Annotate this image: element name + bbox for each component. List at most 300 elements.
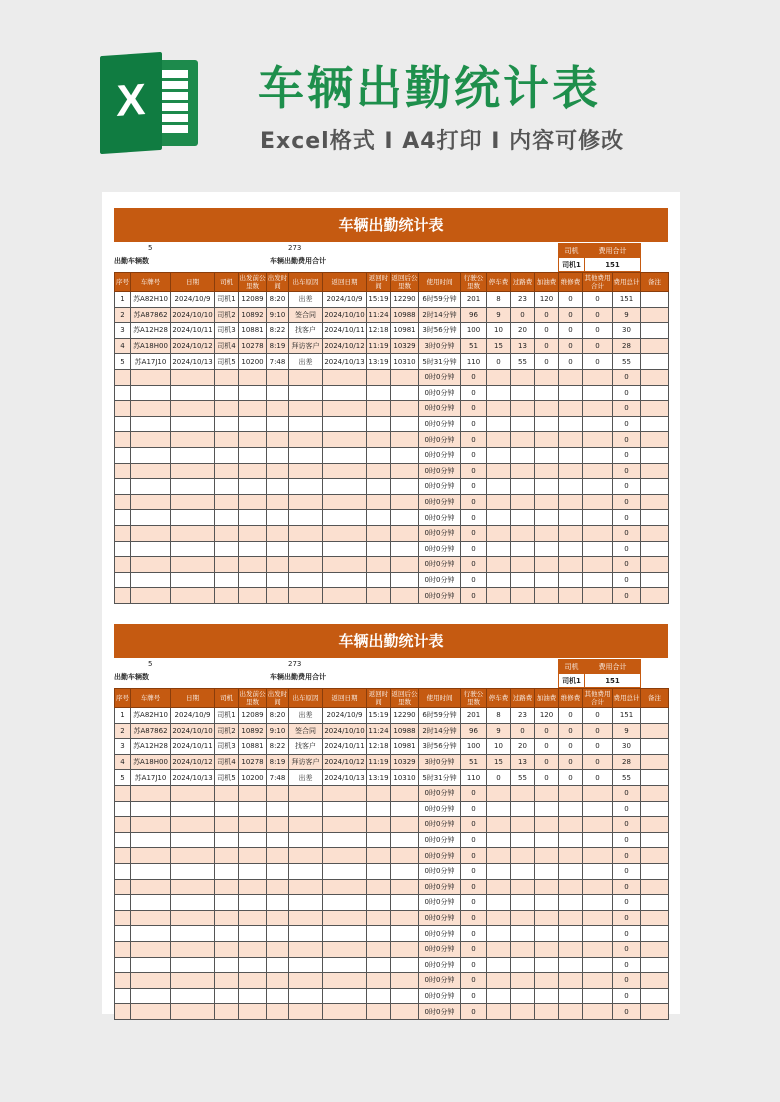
- table-cell[interactable]: [367, 432, 391, 448]
- table-cell[interactable]: 0: [613, 588, 641, 604]
- table-cell[interactable]: 拜访客户: [289, 338, 323, 354]
- table-cell[interactable]: 10310: [391, 354, 419, 370]
- table-cell[interactable]: 0: [583, 323, 613, 339]
- table-cell[interactable]: [367, 494, 391, 510]
- table-cell[interactable]: [323, 479, 367, 495]
- table-cell[interactable]: [511, 401, 535, 417]
- table-cell[interactable]: 2024/10/11: [171, 739, 215, 755]
- table-cell[interactable]: 1: [115, 708, 131, 724]
- table-cell[interactable]: [267, 910, 289, 926]
- table-cell[interactable]: 0时0分钟: [419, 848, 461, 864]
- table-cell[interactable]: 0: [583, 708, 613, 724]
- table-cell[interactable]: [239, 369, 267, 385]
- table-cell[interactable]: [487, 817, 511, 833]
- table-cell[interactable]: [289, 588, 323, 604]
- table-cell[interactable]: 0: [461, 432, 487, 448]
- table-cell[interactable]: [323, 541, 367, 557]
- table-cell[interactable]: 0时0分钟: [419, 910, 461, 926]
- table-cell[interactable]: 12:18: [367, 323, 391, 339]
- table-cell[interactable]: [583, 447, 613, 463]
- table-cell[interactable]: [641, 369, 669, 385]
- table-cell[interactable]: 15: [487, 338, 511, 354]
- table-cell[interactable]: 2024/10/12: [323, 338, 367, 354]
- table-cell[interactable]: [323, 494, 367, 510]
- table-cell[interactable]: 0: [613, 1004, 641, 1020]
- table-cell[interactable]: 0时0分钟: [419, 957, 461, 973]
- table-cell[interactable]: 0时0分钟: [419, 832, 461, 848]
- table-cell[interactable]: 0: [511, 723, 535, 739]
- table-cell[interactable]: [215, 879, 239, 895]
- table-cell[interactable]: [487, 863, 511, 879]
- table-cell[interactable]: 0: [613, 479, 641, 495]
- table-cell[interactable]: 2024/10/12: [171, 338, 215, 354]
- table-cell[interactable]: 4: [115, 338, 131, 354]
- table-cell[interactable]: 出差: [289, 770, 323, 786]
- table-cell[interactable]: [583, 832, 613, 848]
- table-cell[interactable]: 0: [461, 801, 487, 817]
- table-cell[interactable]: 0: [583, 723, 613, 739]
- table-cell[interactable]: 13: [511, 754, 535, 770]
- table-cell[interactable]: 苏A17J10: [131, 770, 171, 786]
- table-cell[interactable]: 11:19: [367, 754, 391, 770]
- table-cell[interactable]: [289, 817, 323, 833]
- table-cell[interactable]: 10200: [239, 770, 267, 786]
- table-cell[interactable]: [367, 817, 391, 833]
- table-cell[interactable]: [367, 541, 391, 557]
- table-cell[interactable]: 0时0分钟: [419, 432, 461, 448]
- table-cell[interactable]: [215, 557, 239, 573]
- table-cell[interactable]: [641, 588, 669, 604]
- table-cell[interactable]: 0: [613, 941, 641, 957]
- table-cell[interactable]: [323, 572, 367, 588]
- table-cell[interactable]: 0时0分钟: [419, 941, 461, 957]
- table-cell[interactable]: 0: [583, 307, 613, 323]
- table-cell[interactable]: [239, 541, 267, 557]
- table-cell[interactable]: 23: [511, 292, 535, 308]
- table-cell[interactable]: 0: [461, 479, 487, 495]
- table-cell[interactable]: [289, 432, 323, 448]
- table-cell[interactable]: 0: [461, 973, 487, 989]
- table-cell[interactable]: [131, 588, 171, 604]
- table-cell[interactable]: 司机1: [215, 292, 239, 308]
- table-cell[interactable]: 0: [461, 926, 487, 942]
- table-cell[interactable]: 10892: [239, 723, 267, 739]
- table-cell[interactable]: [487, 494, 511, 510]
- table-cell[interactable]: [535, 510, 559, 526]
- table-cell[interactable]: 2024/10/13: [323, 354, 367, 370]
- table-cell[interactable]: [215, 432, 239, 448]
- table-cell[interactable]: [171, 447, 215, 463]
- table-cell[interactable]: 找客户: [289, 323, 323, 339]
- table-cell[interactable]: 0: [535, 754, 559, 770]
- table-cell[interactable]: [289, 785, 323, 801]
- table-cell[interactable]: [559, 957, 583, 973]
- table-cell[interactable]: [239, 385, 267, 401]
- table-cell[interactable]: [289, 385, 323, 401]
- table-cell[interactable]: [289, 401, 323, 417]
- table-cell[interactable]: 0: [461, 941, 487, 957]
- table-cell[interactable]: [559, 817, 583, 833]
- table-cell[interactable]: 10: [487, 739, 511, 755]
- table-cell[interactable]: [171, 416, 215, 432]
- table-cell[interactable]: [535, 785, 559, 801]
- table-cell[interactable]: 0: [559, 754, 583, 770]
- table-cell[interactable]: [391, 926, 419, 942]
- table-cell[interactable]: 0: [613, 447, 641, 463]
- table-cell[interactable]: [267, 447, 289, 463]
- table-cell[interactable]: 0: [559, 708, 583, 724]
- table-cell[interactable]: [367, 988, 391, 1004]
- table-cell[interactable]: 10892: [239, 307, 267, 323]
- table-cell[interactable]: [215, 588, 239, 604]
- table-cell[interactable]: [323, 369, 367, 385]
- table-cell[interactable]: 0: [461, 588, 487, 604]
- table-cell[interactable]: [289, 801, 323, 817]
- table-cell[interactable]: [535, 941, 559, 957]
- table-cell[interactable]: [367, 369, 391, 385]
- table-cell[interactable]: [511, 572, 535, 588]
- table-cell[interactable]: [323, 848, 367, 864]
- table-cell[interactable]: [171, 541, 215, 557]
- table-cell[interactable]: 拜访客户: [289, 754, 323, 770]
- table-cell[interactable]: [171, 785, 215, 801]
- table-cell[interactable]: 2024/10/10: [323, 723, 367, 739]
- table-cell[interactable]: [289, 510, 323, 526]
- table-cell[interactable]: [559, 525, 583, 541]
- table-cell[interactable]: 55: [613, 770, 641, 786]
- table-cell[interactable]: [131, 863, 171, 879]
- table-cell[interactable]: [535, 385, 559, 401]
- table-cell[interactable]: [323, 895, 367, 911]
- table-cell[interactable]: [391, 988, 419, 1004]
- table-cell[interactable]: [289, 479, 323, 495]
- table-cell[interactable]: [239, 479, 267, 495]
- table-cell[interactable]: [267, 988, 289, 1004]
- table-cell[interactable]: 2024/10/10: [171, 723, 215, 739]
- table-cell[interactable]: [641, 323, 669, 339]
- table-cell[interactable]: [487, 926, 511, 942]
- table-cell[interactable]: [583, 432, 613, 448]
- table-cell[interactable]: [641, 401, 669, 417]
- table-cell[interactable]: 20: [511, 739, 535, 755]
- table-cell[interactable]: 2: [115, 307, 131, 323]
- table-cell[interactable]: 9: [487, 723, 511, 739]
- table-cell[interactable]: [115, 572, 131, 588]
- table-cell[interactable]: [367, 895, 391, 911]
- table-cell[interactable]: [535, 401, 559, 417]
- table-cell[interactable]: [641, 832, 669, 848]
- table-cell[interactable]: [641, 292, 669, 308]
- table-cell[interactable]: 0时0分钟: [419, 385, 461, 401]
- table-cell[interactable]: [487, 1004, 511, 1020]
- table-cell[interactable]: 0: [559, 323, 583, 339]
- table-cell[interactable]: [115, 848, 131, 864]
- table-cell[interactable]: [367, 463, 391, 479]
- table-cell[interactable]: [367, 525, 391, 541]
- table-cell[interactable]: [323, 910, 367, 926]
- table-cell[interactable]: [535, 557, 559, 573]
- table-cell[interactable]: [215, 369, 239, 385]
- table-cell[interactable]: [487, 541, 511, 557]
- table-cell[interactable]: [267, 848, 289, 864]
- table-cell[interactable]: 3时56分钟: [419, 323, 461, 339]
- table-cell[interactable]: [487, 895, 511, 911]
- table-cell[interactable]: 0: [461, 879, 487, 895]
- table-cell[interactable]: [115, 401, 131, 417]
- table-cell[interactable]: 0时0分钟: [419, 879, 461, 895]
- table-cell[interactable]: 2024/10/9: [323, 708, 367, 724]
- table-cell[interactable]: [487, 941, 511, 957]
- table-cell[interactable]: [487, 879, 511, 895]
- table-cell[interactable]: 0: [461, 910, 487, 926]
- table-cell[interactable]: 10200: [239, 354, 267, 370]
- table-cell[interactable]: [535, 416, 559, 432]
- table-cell[interactable]: [239, 494, 267, 510]
- table-cell[interactable]: [511, 941, 535, 957]
- table-cell[interactable]: [171, 957, 215, 973]
- table-cell[interactable]: [641, 432, 669, 448]
- table-cell[interactable]: [535, 1004, 559, 1020]
- table-cell[interactable]: 0: [613, 401, 641, 417]
- table-cell[interactable]: [641, 479, 669, 495]
- table-cell[interactable]: [559, 494, 583, 510]
- table-cell[interactable]: 4: [115, 754, 131, 770]
- table-cell[interactable]: [535, 832, 559, 848]
- table-cell[interactable]: 8:20: [267, 292, 289, 308]
- table-cell[interactable]: [267, 557, 289, 573]
- table-cell[interactable]: 0: [535, 739, 559, 755]
- table-cell[interactable]: 0: [583, 754, 613, 770]
- table-cell[interactable]: 8:22: [267, 323, 289, 339]
- table-cell[interactable]: [239, 416, 267, 432]
- table-cell[interactable]: [583, 572, 613, 588]
- table-cell[interactable]: [131, 369, 171, 385]
- table-cell[interactable]: 3时0分钟: [419, 338, 461, 354]
- table-cell[interactable]: [511, 369, 535, 385]
- table-cell[interactable]: 0: [461, 385, 487, 401]
- table-cell[interactable]: [131, 416, 171, 432]
- table-cell[interactable]: [391, 957, 419, 973]
- table-cell[interactable]: 2024/10/11: [323, 739, 367, 755]
- table-cell[interactable]: [367, 588, 391, 604]
- table-cell[interactable]: [641, 863, 669, 879]
- table-cell[interactable]: [583, 416, 613, 432]
- table-cell[interactable]: [391, 801, 419, 817]
- table-cell[interactable]: [535, 957, 559, 973]
- table-cell[interactable]: [641, 723, 669, 739]
- table-cell[interactable]: [583, 557, 613, 573]
- table-cell[interactable]: [487, 416, 511, 432]
- table-cell[interactable]: 0: [461, 494, 487, 510]
- table-cell[interactable]: [511, 957, 535, 973]
- table-cell[interactable]: [323, 588, 367, 604]
- table-cell[interactable]: [559, 541, 583, 557]
- table-cell[interactable]: [323, 817, 367, 833]
- table-cell[interactable]: [115, 479, 131, 495]
- table-cell[interactable]: 10278: [239, 754, 267, 770]
- table-cell[interactable]: [115, 369, 131, 385]
- table-cell[interactable]: [115, 416, 131, 432]
- table-cell[interactable]: [391, 973, 419, 989]
- table-cell[interactable]: [289, 895, 323, 911]
- table-cell[interactable]: [289, 863, 323, 879]
- table-cell[interactable]: [131, 572, 171, 588]
- table-cell[interactable]: 10981: [391, 323, 419, 339]
- table-cell[interactable]: 0时0分钟: [419, 801, 461, 817]
- table-cell[interactable]: 0: [461, 1004, 487, 1020]
- table-cell[interactable]: [323, 557, 367, 573]
- table-cell[interactable]: [367, 848, 391, 864]
- table-cell[interactable]: [535, 572, 559, 588]
- table-cell[interactable]: [115, 447, 131, 463]
- table-cell[interactable]: [487, 432, 511, 448]
- table-cell[interactable]: [583, 494, 613, 510]
- table-cell[interactable]: [131, 525, 171, 541]
- table-cell[interactable]: [641, 557, 669, 573]
- table-cell[interactable]: [171, 801, 215, 817]
- table-cell[interactable]: [583, 401, 613, 417]
- table-cell[interactable]: [511, 879, 535, 895]
- table-cell[interactable]: [323, 879, 367, 895]
- table-cell[interactable]: 出差: [289, 354, 323, 370]
- table-cell[interactable]: [323, 1004, 367, 1020]
- table-cell[interactable]: [583, 801, 613, 817]
- table-cell[interactable]: [511, 588, 535, 604]
- table-cell[interactable]: [641, 385, 669, 401]
- table-cell[interactable]: 2024/10/13: [171, 770, 215, 786]
- table-cell[interactable]: [487, 910, 511, 926]
- table-cell[interactable]: [559, 463, 583, 479]
- table-cell[interactable]: [367, 910, 391, 926]
- table-cell[interactable]: 0: [461, 785, 487, 801]
- table-cell[interactable]: [115, 385, 131, 401]
- table-cell[interactable]: [289, 494, 323, 510]
- table-cell[interactable]: [215, 817, 239, 833]
- table-cell[interactable]: [171, 988, 215, 1004]
- table-cell[interactable]: [535, 541, 559, 557]
- table-cell[interactable]: [267, 541, 289, 557]
- table-cell[interactable]: [171, 588, 215, 604]
- table-cell[interactable]: [239, 910, 267, 926]
- table-cell[interactable]: 201: [461, 708, 487, 724]
- table-cell[interactable]: [583, 988, 613, 1004]
- table-cell[interactable]: [215, 973, 239, 989]
- table-cell[interactable]: 2时14分钟: [419, 723, 461, 739]
- table-cell[interactable]: [511, 1004, 535, 1020]
- table-cell[interactable]: [171, 832, 215, 848]
- table-cell[interactable]: [215, 494, 239, 510]
- table-cell[interactable]: [391, 385, 419, 401]
- table-cell[interactable]: [559, 801, 583, 817]
- table-cell[interactable]: 55: [613, 354, 641, 370]
- table-cell[interactable]: 0时0分钟: [419, 416, 461, 432]
- table-cell[interactable]: 13:19: [367, 770, 391, 786]
- table-cell[interactable]: [239, 973, 267, 989]
- table-cell[interactable]: [511, 447, 535, 463]
- table-cell[interactable]: 0: [583, 770, 613, 786]
- table-cell[interactable]: [115, 895, 131, 911]
- table-cell[interactable]: [239, 957, 267, 973]
- table-cell[interactable]: [115, 557, 131, 573]
- table-cell[interactable]: [289, 463, 323, 479]
- table-cell[interactable]: [131, 895, 171, 911]
- table-cell[interactable]: 0: [613, 557, 641, 573]
- table-cell[interactable]: [583, 895, 613, 911]
- table-cell[interactable]: 0: [583, 292, 613, 308]
- table-cell[interactable]: 0时0分钟: [419, 494, 461, 510]
- table-cell[interactable]: [267, 385, 289, 401]
- table-cell[interactable]: 100: [461, 323, 487, 339]
- table-cell[interactable]: [115, 879, 131, 895]
- table-cell[interactable]: 5时31分钟: [419, 770, 461, 786]
- table-cell[interactable]: [487, 447, 511, 463]
- table-cell[interactable]: [171, 910, 215, 926]
- table-cell[interactable]: [131, 541, 171, 557]
- table-cell[interactable]: [641, 941, 669, 957]
- table-cell[interactable]: [267, 572, 289, 588]
- table-cell[interactable]: [559, 1004, 583, 1020]
- table-cell[interactable]: 201: [461, 292, 487, 308]
- table-cell[interactable]: [171, 895, 215, 911]
- table-cell[interactable]: [323, 957, 367, 973]
- table-cell[interactable]: 8: [487, 292, 511, 308]
- table-cell[interactable]: [511, 973, 535, 989]
- table-cell[interactable]: 苏A18H00: [131, 338, 171, 354]
- table-cell[interactable]: [289, 941, 323, 957]
- table-cell[interactable]: [487, 973, 511, 989]
- table-cell[interactable]: 司机5: [215, 354, 239, 370]
- table-cell[interactable]: 0: [613, 879, 641, 895]
- table-cell[interactable]: 0时0分钟: [419, 541, 461, 557]
- table-cell[interactable]: [641, 354, 669, 370]
- table-cell[interactable]: 10981: [391, 739, 419, 755]
- table-cell[interactable]: [583, 910, 613, 926]
- table-cell[interactable]: 0: [461, 895, 487, 911]
- table-cell[interactable]: [641, 910, 669, 926]
- table-cell[interactable]: [323, 973, 367, 989]
- table-cell[interactable]: 司机5: [215, 770, 239, 786]
- table-cell[interactable]: [215, 863, 239, 879]
- table-cell[interactable]: [535, 848, 559, 864]
- table-cell[interactable]: [583, 479, 613, 495]
- table-cell[interactable]: 0: [461, 557, 487, 573]
- table-cell[interactable]: [511, 385, 535, 401]
- table-cell[interactable]: [323, 525, 367, 541]
- table-cell[interactable]: [535, 910, 559, 926]
- table-cell[interactable]: 12089: [239, 708, 267, 724]
- table-cell[interactable]: [559, 895, 583, 911]
- table-cell[interactable]: [391, 401, 419, 417]
- table-cell[interactable]: 司机4: [215, 338, 239, 354]
- table-cell[interactable]: [115, 494, 131, 510]
- table-cell[interactable]: 110: [461, 770, 487, 786]
- table-cell[interactable]: [267, 416, 289, 432]
- table-cell[interactable]: 0时0分钟: [419, 926, 461, 942]
- table-cell[interactable]: [583, 926, 613, 942]
- table-cell[interactable]: 5: [115, 770, 131, 786]
- table-cell[interactable]: [289, 926, 323, 942]
- table-cell[interactable]: [267, 479, 289, 495]
- table-cell[interactable]: [559, 588, 583, 604]
- table-cell[interactable]: [367, 879, 391, 895]
- table-cell[interactable]: [391, 510, 419, 526]
- table-cell[interactable]: 司机2: [215, 307, 239, 323]
- table-cell[interactable]: [487, 510, 511, 526]
- table-cell[interactable]: [323, 447, 367, 463]
- table-cell[interactable]: 0: [461, 525, 487, 541]
- table-cell[interactable]: [559, 510, 583, 526]
- table-cell[interactable]: [511, 416, 535, 432]
